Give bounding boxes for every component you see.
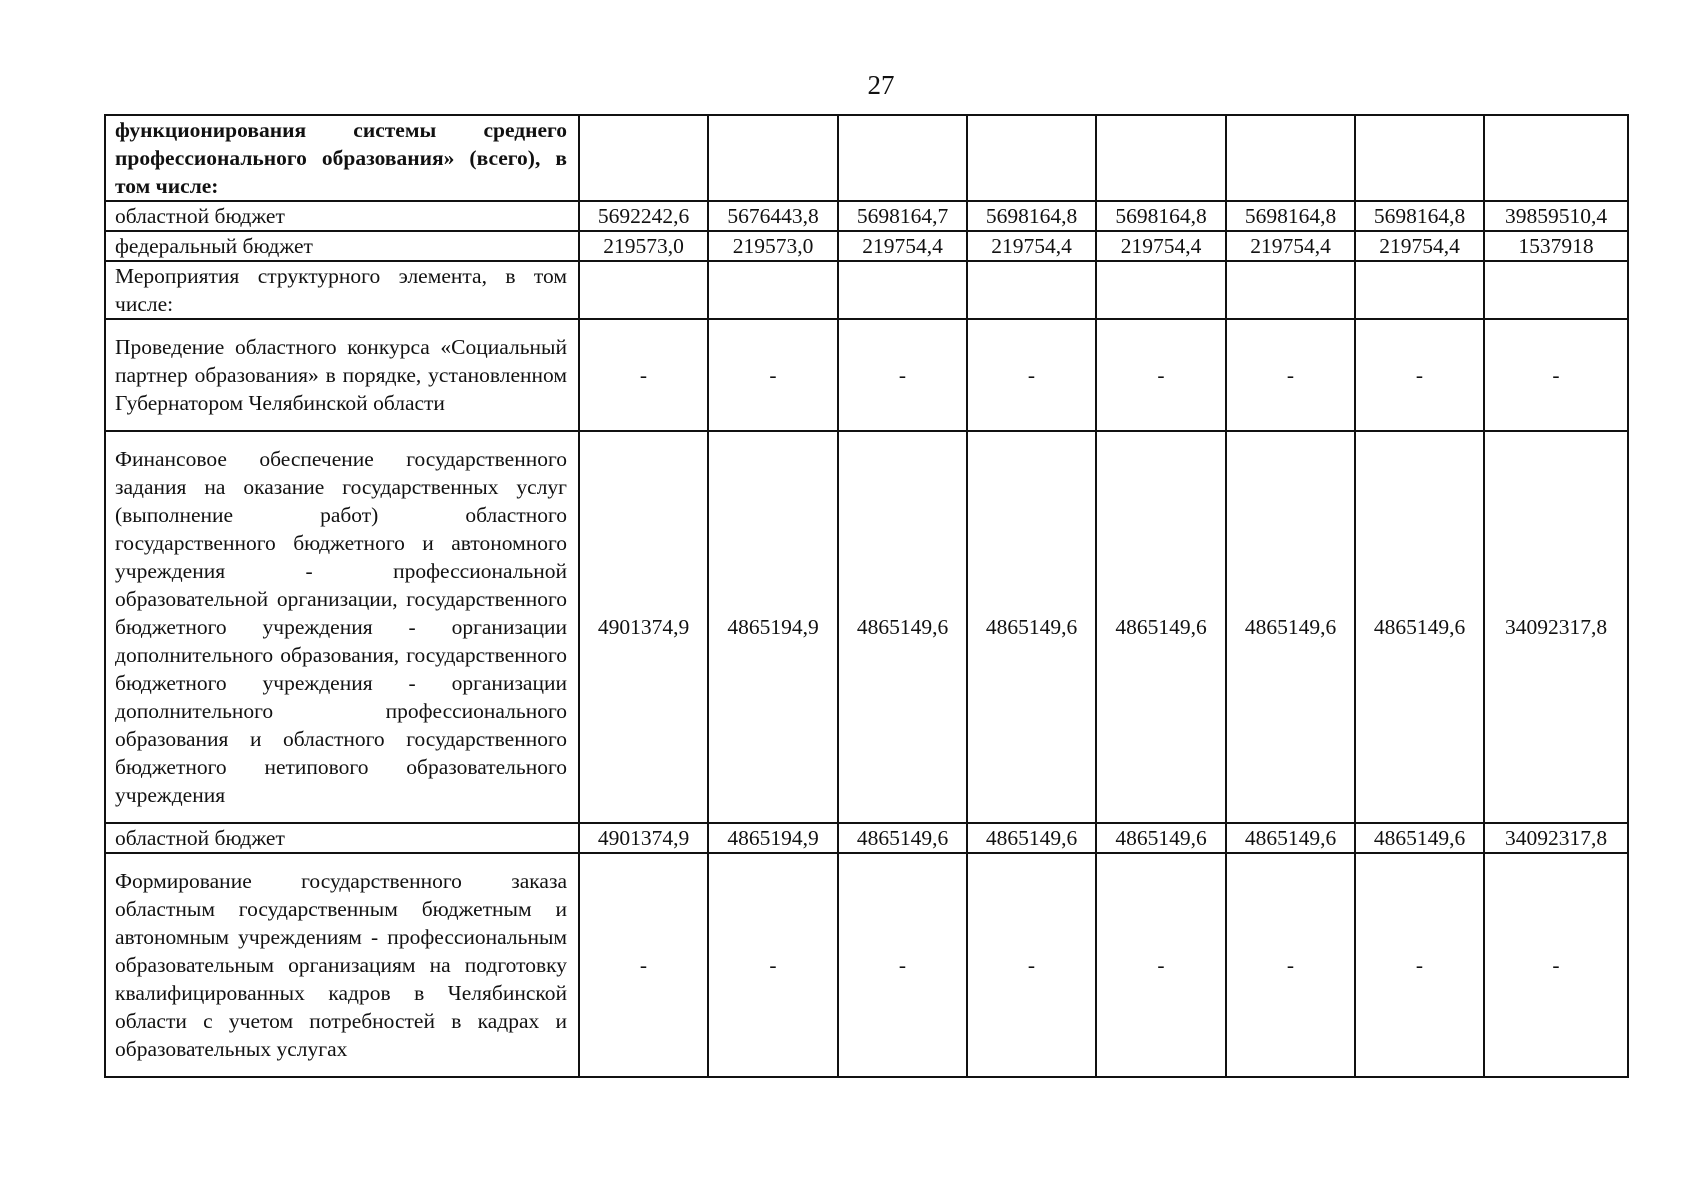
year-value-cell: -	[708, 853, 838, 1077]
year-value-cell: 4865149,6	[967, 823, 1096, 853]
table-row	[105, 823, 1628, 853]
year-value-cell	[579, 261, 708, 319]
year-value-cell: 4901374,9	[579, 431, 708, 823]
budget-table	[104, 114, 1629, 1078]
year-value-cell: 4901374,9	[579, 823, 708, 853]
table-row	[105, 231, 1628, 261]
year-value-cell: 5698164,8	[1355, 201, 1484, 231]
table-row	[105, 319, 1628, 431]
table-row	[105, 853, 1628, 1077]
year-value-cell: 4865149,6	[967, 431, 1096, 823]
year-value-cell: -	[1226, 853, 1355, 1077]
row-label: Мероприятия структурного элемента, в том числе:	[105, 261, 579, 319]
row-label: Проведение областного конкурса «Социальный партнер образования» в порядке, установленном Губернатором Челябинской области	[105, 319, 579, 431]
year-value-cell	[838, 261, 967, 319]
year-value-cell	[1226, 115, 1355, 201]
year-value-cell: -	[708, 319, 838, 431]
year-value-cell: 5698164,8	[1096, 201, 1226, 231]
year-value-cell: 4865149,6	[838, 823, 967, 853]
total-cell: -	[1484, 319, 1628, 431]
table-row	[105, 431, 1628, 823]
year-value-cell: 4865149,6	[1226, 823, 1355, 853]
year-value-cell: 4865194,9	[708, 823, 838, 853]
year-value-cell: 4865149,6	[1355, 431, 1484, 823]
table-row	[105, 115, 1628, 201]
year-value-cell	[1355, 115, 1484, 201]
year-value-cell: -	[579, 853, 708, 1077]
year-value-cell	[1096, 261, 1226, 319]
year-value-cell: 219754,4	[967, 231, 1096, 261]
year-value-cell: 4865149,6	[1355, 823, 1484, 853]
row-label: федеральный бюджет	[105, 231, 579, 261]
year-value-cell	[708, 261, 838, 319]
year-value-cell: 5698164,8	[1226, 201, 1355, 231]
year-value-cell	[838, 115, 967, 201]
year-value-cell: 219754,4	[1355, 231, 1484, 261]
year-value-cell: 5698164,8	[967, 201, 1096, 231]
year-value-cell	[1355, 261, 1484, 319]
year-value-cell: 219754,4	[1096, 231, 1226, 261]
year-value-cell	[967, 261, 1096, 319]
year-value-cell: -	[967, 853, 1096, 1077]
year-value-cell: -	[838, 853, 967, 1077]
row-label: Финансовое обеспечение государственного задания на оказание государственных услуг (выполнение работ) областного государственного бюджетного и автономного учреждения - профессиональной образовательной организации, государственного бюджетного учреждения - организации дополнительного образования, государственного бюджетного учреждения - организации дополнительного профессионального образования и областного государственного бюджетного нетипового образовательного учреждения	[105, 431, 579, 823]
page-number: 27	[867, 70, 895, 100]
year-value-cell: -	[838, 319, 967, 431]
year-value-cell	[579, 115, 708, 201]
year-value-cell	[1096, 115, 1226, 201]
year-value-cell: -	[1096, 319, 1226, 431]
year-value-cell: 219754,4	[1226, 231, 1355, 261]
total-cell	[1484, 115, 1628, 201]
year-value-cell: -	[1355, 853, 1484, 1077]
year-value-cell: -	[579, 319, 708, 431]
total-cell	[1484, 261, 1628, 319]
year-value-cell: 4865194,9	[708, 431, 838, 823]
year-value-cell: -	[1096, 853, 1226, 1077]
year-value-cell: -	[967, 319, 1096, 431]
year-value-cell: 219573,0	[579, 231, 708, 261]
year-value-cell: 4865149,6	[1096, 823, 1226, 853]
year-value-cell: -	[1226, 319, 1355, 431]
year-value-cell: 4865149,6	[1096, 431, 1226, 823]
total-cell: 39859510,4	[1484, 201, 1628, 231]
year-value-cell	[1226, 261, 1355, 319]
year-value-cell: 219573,0	[708, 231, 838, 261]
year-value-cell: 5692242,6	[579, 201, 708, 231]
row-label: областной бюджет	[105, 201, 579, 231]
year-value-cell: -	[1355, 319, 1484, 431]
total-cell: -	[1484, 853, 1628, 1077]
year-value-cell: 4865149,6	[1226, 431, 1355, 823]
row-label: областной бюджет	[105, 823, 579, 853]
year-value-cell	[708, 115, 838, 201]
row-label: функционирования системы среднего профессионального образования» (всего), в том числе:	[105, 115, 579, 201]
year-value-cell: 4865149,6	[838, 431, 967, 823]
total-cell: 34092317,8	[1484, 431, 1628, 823]
year-value-cell	[967, 115, 1096, 201]
table-row	[105, 201, 1628, 231]
year-value-cell: 5698164,7	[838, 201, 967, 231]
year-value-cell: 219754,4	[838, 231, 967, 261]
year-value-cell: 5676443,8	[708, 201, 838, 231]
total-cell: 1537918	[1484, 231, 1628, 261]
row-label: Формирование государственного заказа областным государственным бюджетным и автономным учреждениям - профессиональным образовательным организациям на подготовку квалифицированных кадров в Челябинской области с учетом потребностей в кадрах и образовательных услугах	[105, 853, 579, 1077]
total-cell: 34092317,8	[1484, 823, 1628, 853]
table-row	[105, 261, 1628, 319]
